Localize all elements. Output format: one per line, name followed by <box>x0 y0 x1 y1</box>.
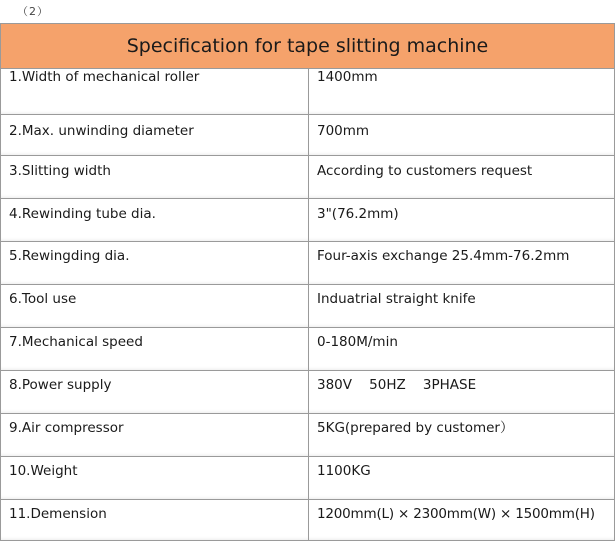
spec-label: 1.Width of mechanical roller <box>9 69 200 85</box>
spec-value-cell <box>309 285 615 328</box>
table-row <box>1 115 615 156</box>
spec-value-cell <box>309 414 615 457</box>
spec-label-cell <box>1 285 309 328</box>
spec-value: 700mm <box>317 123 370 139</box>
spec-label: 4.Rewinding tube dia. <box>9 206 156 222</box>
spec-value: 1200mm(L) × 2300mm(W) × 1500mm(H) <box>317 506 595 522</box>
spec-label-cell <box>1 500 309 541</box>
spec-value-cell <box>309 371 615 414</box>
spec-label: 2.Max. unwinding diameter <box>9 123 194 139</box>
table-row <box>1 199 615 242</box>
spec-value: 5KG(prepared by customer） <box>317 420 514 436</box>
spec-label-cell <box>1 414 309 457</box>
spec-value: 380V 50HZ 3PHASE <box>317 377 477 393</box>
spec-label: 10.Weight <box>9 463 78 479</box>
table-header-row <box>1 24 615 69</box>
spec-value-cell <box>309 242 615 285</box>
spec-value: Induatrial straight knife <box>317 291 476 307</box>
table-row <box>1 242 615 285</box>
table-row <box>1 371 615 414</box>
figure-caption: （2） <box>17 5 49 18</box>
table-row <box>1 414 615 457</box>
spec-label-cell <box>1 69 309 115</box>
spec-label-cell <box>1 115 309 156</box>
specification-table <box>0 23 615 541</box>
spec-value: 0-180M/min <box>317 334 398 350</box>
spec-value-cell <box>309 457 615 500</box>
spec-value: 3"(76.2mm) <box>317 206 399 222</box>
table-title: Specification for tape slitting machine <box>1 24 615 69</box>
spec-label: 8.Power supply <box>9 377 112 393</box>
spec-label: 5.Rewingding dia. <box>9 248 130 264</box>
table-row <box>1 69 615 115</box>
spec-value-cell <box>309 199 615 242</box>
table-row <box>1 156 615 199</box>
spec-label: 7.Mechanical speed <box>9 334 143 350</box>
table-row <box>1 500 615 541</box>
spec-label-cell <box>1 242 309 285</box>
spec-value: 1400mm <box>317 69 378 85</box>
spec-label: 6.Tool use <box>9 291 77 307</box>
spec-label-cell <box>1 199 309 242</box>
spec-value: 1100KG <box>317 463 371 479</box>
table-row <box>1 457 615 500</box>
spec-value-cell <box>309 328 615 371</box>
spec-label-cell <box>1 371 309 414</box>
spec-value-cell <box>309 156 615 199</box>
spec-value-cell <box>309 115 615 156</box>
spec-label-cell <box>1 328 309 371</box>
table-row <box>1 285 615 328</box>
spec-label: 9.Air compressor <box>9 420 124 436</box>
spec-label: 11.Demension <box>9 506 107 522</box>
spec-value: According to customers request <box>317 163 533 179</box>
spec-label: 3.Slitting width <box>9 163 111 179</box>
table-row <box>1 328 615 371</box>
spec-label-cell <box>1 457 309 500</box>
spec-value-cell <box>309 69 615 115</box>
spec-value: Four-axis exchange 25.4mm-76.2mm <box>317 248 570 264</box>
spec-value-cell <box>309 500 615 541</box>
spec-label-cell <box>1 156 309 199</box>
